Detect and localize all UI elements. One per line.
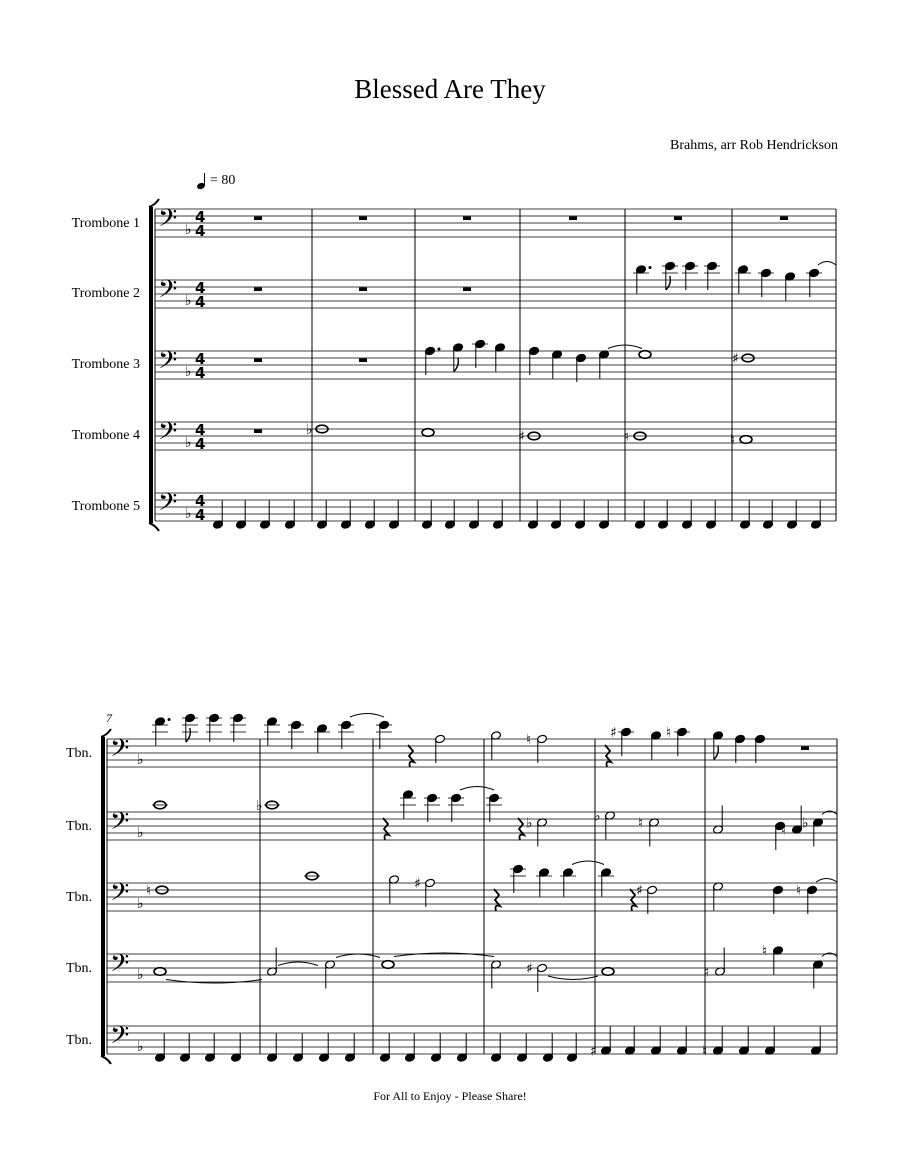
instrument-label-trombone-4: Trombone 4	[71, 428, 140, 443]
key-signature-flat-icon: ♭	[137, 1039, 144, 1055]
whole-note	[639, 351, 651, 359]
whole-note	[382, 961, 394, 969]
tie	[394, 953, 494, 957]
key-signature-flat-icon: ♭	[185, 222, 192, 238]
system-bracket-hook	[149, 523, 159, 531]
tie	[166, 980, 262, 984]
accidental-icon: ♮	[638, 815, 644, 832]
accidental-icon: ♮	[781, 822, 787, 839]
eighth-flag	[454, 358, 459, 372]
bass-clef-icon: 𝄢	[158, 417, 178, 452]
whole-note	[602, 968, 614, 976]
whole-rest-icon	[254, 430, 262, 434]
accidental-icon: ♯	[518, 429, 525, 445]
quarter-rest-icon	[408, 745, 414, 767]
key-signature-flat-icon: ♭	[185, 293, 192, 309]
tie	[818, 262, 836, 266]
tempo-value: = 80	[210, 173, 236, 188]
time-signature-beat-type: 4	[195, 293, 206, 311]
system-bracket	[101, 737, 105, 1056]
time-signature-beats: 4	[195, 279, 206, 297]
tie	[548, 976, 598, 980]
bass-clef-icon: 𝄢	[158, 488, 178, 523]
whole-rest-icon	[569, 217, 577, 221]
score-title: Blessed Are They	[354, 74, 546, 104]
accidental-icon: ♮	[146, 883, 152, 899]
instrument-label-tbn-4: Tbn.	[65, 961, 92, 976]
whole-rest-icon	[254, 288, 262, 292]
quarter-rest-icon	[383, 818, 389, 840]
accidental-icon: ♯	[526, 961, 533, 977]
key-signature-flat-icon: ♭	[137, 752, 144, 768]
accidental-icon: ♮	[762, 943, 768, 960]
instrument-label-tbn-3: Tbn.	[65, 890, 92, 905]
accidental-icon: ♮	[702, 1043, 708, 1060]
bass-clef-icon: 𝄢	[158, 346, 178, 381]
whole-note	[154, 968, 166, 976]
instrument-label-trombone-3: Trombone 3	[71, 357, 140, 372]
key-signature-flat-icon: ♭	[185, 364, 192, 380]
key-signature-flat-icon: ♭	[137, 825, 144, 841]
whole-rest-icon	[780, 217, 788, 221]
accidental-icon: ♮	[704, 964, 710, 981]
eighth-flag	[714, 746, 719, 760]
bass-clef-icon: 𝄢	[158, 204, 178, 239]
whole-rest-icon	[359, 359, 367, 363]
tie	[822, 953, 837, 957]
accidental-icon: ♮	[730, 432, 736, 449]
time-signature-beat-type: 4	[195, 435, 206, 453]
time-signature-beats: 4	[195, 421, 206, 439]
instrument-label-trombone-1: Trombone 1	[71, 216, 140, 231]
time-signature-beat-type: 4	[195, 364, 206, 382]
whole-rest-icon	[463, 217, 471, 221]
tie	[816, 879, 837, 883]
system-bracket-hook	[101, 1056, 111, 1064]
accidental-icon: ♮	[796, 883, 802, 899]
system-bracket	[149, 207, 153, 523]
accidental-icon: ♯	[732, 351, 739, 367]
bass-clef-icon: 𝄢	[110, 1021, 130, 1056]
accidental-icon: ♭	[306, 422, 313, 438]
quarter-rest-icon	[605, 745, 611, 767]
whole-rest-icon	[254, 217, 262, 221]
eighth-flag	[186, 728, 191, 742]
whole-note	[740, 436, 752, 444]
accidental-icon: ♮	[666, 725, 672, 741]
key-signature-flat-icon: ♭	[137, 967, 144, 983]
accidental-icon: ♭	[256, 798, 263, 814]
whole-note	[422, 429, 434, 437]
instrument-label-trombone-2: Trombone 2	[71, 286, 140, 301]
bass-clef-icon: 𝄢	[110, 807, 130, 842]
tie	[460, 787, 494, 791]
time-signature-beats: 4	[195, 492, 206, 510]
whole-rest-icon	[254, 359, 262, 363]
footer-note: For All to Enjoy - Please Share!	[373, 1089, 527, 1103]
key-signature-flat-icon: ♭	[185, 435, 192, 451]
bass-clef-icon: 𝄢	[110, 734, 130, 769]
key-signature-flat-icon: ♭	[137, 896, 144, 912]
accidental-icon: ♮	[624, 429, 630, 445]
accidental-icon: ♯	[610, 725, 617, 741]
accidental-icon: ♭	[594, 808, 601, 825]
tie	[350, 714, 384, 718]
accidental-icon: ♮	[526, 732, 532, 748]
whole-rest-icon	[801, 747, 809, 751]
bass-clef-icon: 𝄢	[110, 949, 130, 984]
time-signature-beat-type: 4	[195, 222, 206, 240]
quarter-rest-icon	[494, 889, 500, 911]
accidental-icon: ♯	[414, 876, 421, 892]
instrument-label-tbn-5: Tbn.	[65, 1033, 92, 1048]
bass-clef-icon: 𝄢	[158, 275, 178, 310]
whole-rest-icon	[359, 288, 367, 292]
augmentation-dot	[438, 348, 441, 351]
whole-rest-icon	[359, 217, 367, 221]
measure-number: 7	[106, 711, 112, 725]
composer-credit: Brahms, arr Rob Hendrickson	[670, 138, 838, 153]
bass-clef-icon: 𝄢	[110, 878, 130, 913]
time-signature-beats: 4	[195, 208, 206, 226]
whole-rest-icon	[674, 217, 682, 221]
accidental-icon: ♯	[636, 883, 643, 899]
accidental-icon: ♭	[802, 815, 809, 832]
instrument-label-tbn-1: Tbn.	[65, 746, 92, 761]
whole-rest-icon	[463, 288, 471, 292]
instrument-label-trombone-5: Trombone 5	[71, 499, 140, 514]
augmentation-dot	[649, 266, 652, 269]
augmentation-dot	[168, 718, 171, 721]
quarter-rest-icon	[518, 818, 524, 840]
tie	[278, 962, 318, 966]
eighth-flag	[666, 276, 671, 290]
time-signature-beats: 4	[195, 350, 206, 368]
accidental-icon: ♯	[590, 1043, 597, 1060]
instrument-label-tbn-2: Tbn.	[65, 819, 92, 834]
accidental-icon: ♭	[526, 815, 533, 832]
tie	[822, 811, 837, 815]
key-signature-flat-icon: ♭	[185, 506, 192, 522]
tie	[572, 861, 604, 865]
time-signature-beat-type: 4	[195, 506, 206, 524]
